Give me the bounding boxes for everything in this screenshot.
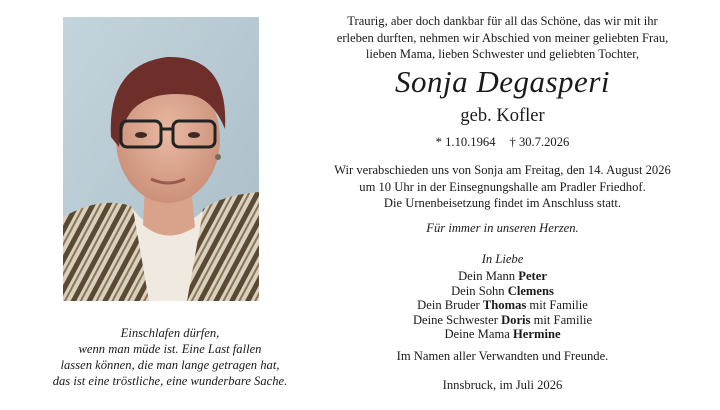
mourner-relation: Dein Sohn [451, 283, 508, 298]
mourner-name: Hermine [512, 327, 561, 342]
mourner-relation: Dein Bruder [417, 298, 483, 313]
intro-line: lieben Mama, lieben Schwester und geliebten Tochter, [365, 47, 640, 61]
portrait-photo [63, 17, 259, 301]
service-line: Wir verabschieden uns von Sonja am Freitag, den 14. August 2026 [334, 163, 671, 177]
verse [20, 325, 320, 389]
motto: Für immer in unseren Herzen. [426, 221, 579, 235]
mourner-row [325, 269, 680, 284]
mourner-relation: Deine Schwester [412, 312, 502, 327]
service-line: Die Urnenbeisetzung findet im Anschluss statt. [383, 196, 622, 210]
mourner-row [325, 313, 680, 328]
service-line: um 10 Uhr in der Einsegnungshalle am Pradler Friedhof. [359, 179, 646, 194]
birth-date: * 1.10.1964 [435, 135, 496, 149]
verse-line: das ist eine tröstliche, eine wunderbare Sache. [52, 374, 288, 388]
life-dates [325, 134, 680, 150]
mourner-name: Peter [518, 269, 547, 283]
mourner-row [325, 298, 680, 313]
mourner-name: Doris [501, 312, 531, 327]
verse-line: wenn man müde ist. Eine Last fallen [78, 342, 262, 356]
verse-line: Einschlafen dürfen, [120, 326, 220, 340]
service-details [325, 162, 680, 212]
verse-line: lassen können, die man lange getragen hat, [60, 358, 280, 372]
portrait-illustration [63, 17, 259, 301]
intro-line: Traurig, aber doch dankbar für all das Schöne, das wir mit ihr [347, 14, 658, 28]
deceased-name: Sonja Degasperi [394, 64, 610, 99]
mourner-relation: Deine Mama [444, 327, 513, 342]
maiden-name: geb. Kofler [460, 106, 545, 126]
intro-text [325, 13, 680, 63]
death-date: † 30.7.2026 [509, 135, 570, 149]
mourner-row [325, 284, 680, 299]
mourner-relation: Dein Mann [458, 269, 519, 283]
mourner-suffix: mit Familie [526, 298, 588, 313]
in-love-heading: In Liebe [481, 252, 524, 266]
mourner-name: Thomas [482, 298, 527, 313]
intro-line: erleben durften, nehmen wir Abschied von meiner geliebten Frau, [336, 30, 669, 45]
mourners-list [325, 269, 680, 342]
mourner-row [325, 327, 680, 342]
mourner-suffix: mit Familie [530, 312, 593, 327]
mourner-name: Clemens [507, 283, 554, 298]
place-and-date: Innsbruck, im Juli 2026 [442, 378, 563, 392]
closing-line: Im Namen aller Verwandten und Freunde. [396, 349, 609, 363]
